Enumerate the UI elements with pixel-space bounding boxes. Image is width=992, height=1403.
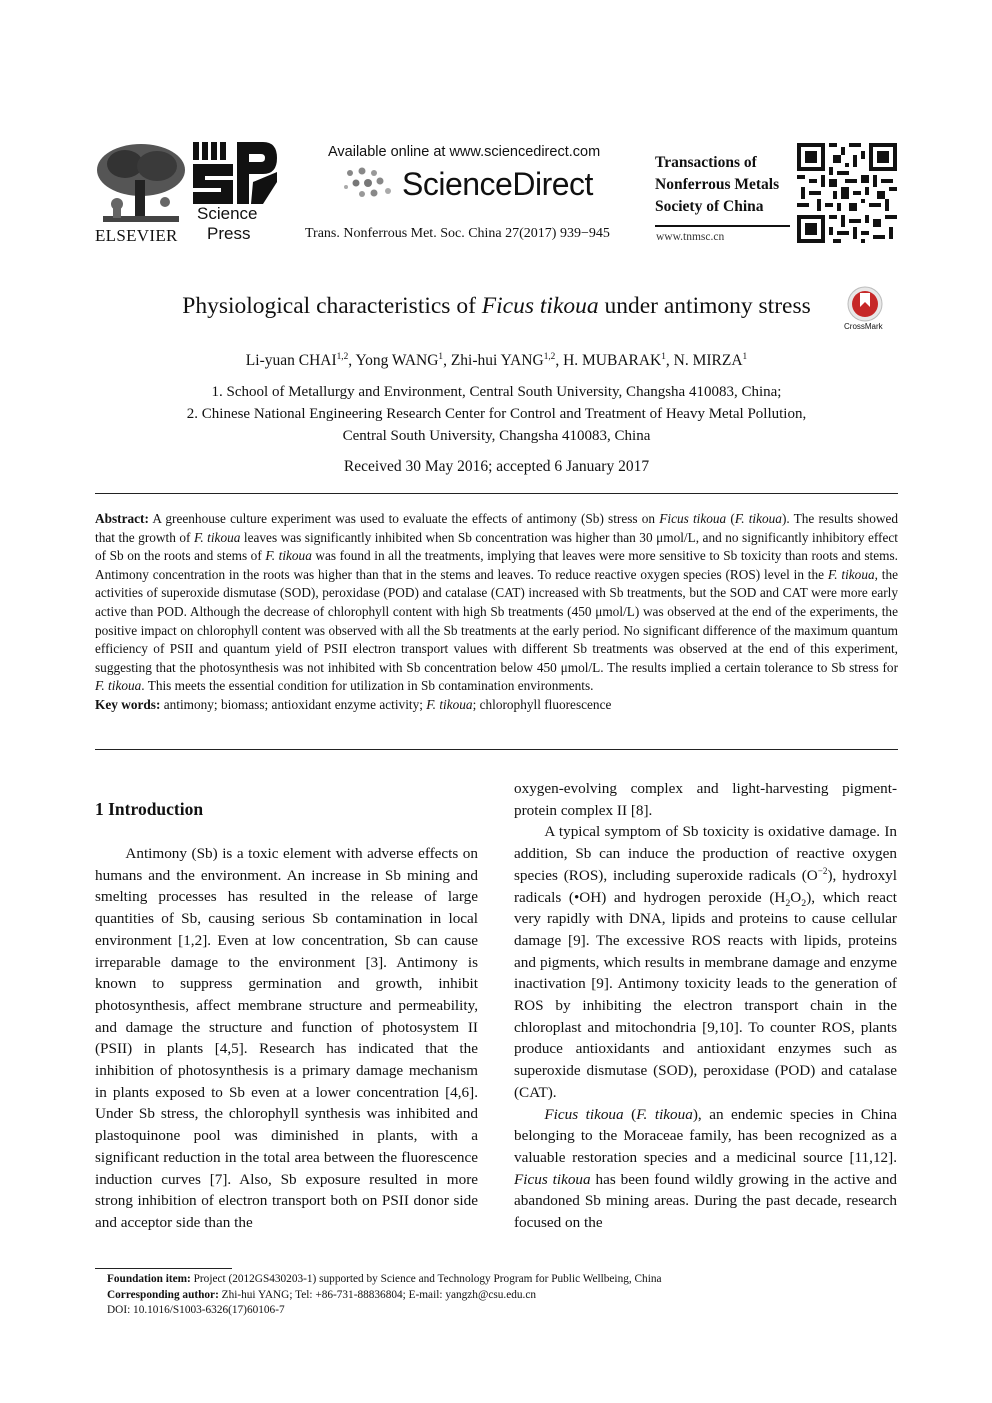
author-separator: , [555, 352, 564, 369]
tree-icon [95, 142, 187, 226]
journal-rule [655, 225, 790, 227]
corresponding-author [107, 1288, 536, 1303]
author-name: Zhi-hui YANG [450, 352, 544, 369]
available-online-text: Available online at www.sciencedirect.com [328, 144, 601, 160]
abstract-italic: Ficus tikoua [659, 511, 727, 526]
science-press-line1: Science [197, 204, 258, 223]
abstract-span: , the activities of superoxide dismutase (SOD), peroxidase (POD) and catalase (CAT) increased with Sb treatments, but the SOD and CAT were more early active than POD. Although the decrease of chlorophyll content with high Sb treatments (450 μmol/L) was observed at the end of the experiments, the positive impact on chlorophyll content was observed with all the Sb treatments at the early period. No significant difference of the maximum quantum efficiency of PSII and quantum yield of PSII electron transport values with different Sb treatments was observed at the end of this experiment, suggesting that the photosynthesis was not inhibited with Sb concentration below 450 μmol/L. The results implied a certain tolerance to Sb stress for [95, 566, 898, 675]
key-words-italic: F. tikoua [426, 696, 473, 712]
author-affiliation-mark: 1 [438, 351, 444, 362]
author-affiliation-mark: 1,2 [543, 351, 556, 362]
abstract [95, 510, 898, 715]
affiliation-1: 1. School of Metallurgy and Environment, Central South University, Changsha 410083, China; [211, 384, 782, 400]
text-span: ), which react very rapidly with DNA, lipids and proteins to cause cellular damage [9]. The excessive ROS reacts with lipids, proteins and pigments, which results in membrane damage and enzyme inactivation [9]. Antimony toxicity leads to the generation of ROS by inhibiting the electron transport chain in the chloroplast and mitochondria [9,10]. To counter ROS, plants produce antioxidants and antioxidant enzymes such as superoxide dismutase (SOD), peroxidase (POD) and catalase (CAT). [514, 888, 897, 1101]
abstract-italic: F. tikoua [827, 566, 875, 582]
intro-paragraph-right-2 [514, 821, 897, 1103]
journal-name-line2: Nonferrous Metals [655, 176, 780, 193]
abstract-italic: F. tikoua [734, 511, 782, 526]
left-column [95, 843, 478, 1234]
author-separator: , [348, 352, 356, 369]
elsevier-wordmark: ELSEVIER [95, 226, 178, 245]
abstract-span: ( [726, 511, 735, 526]
journal-name-line3: Society of China [655, 198, 764, 215]
article-title [95, 293, 898, 320]
section-heading-introduction: 1 Introduction [95, 799, 204, 819]
intro-paragraph-right-3 [514, 1104, 897, 1234]
abstract-bottom-rule [95, 749, 898, 750]
abstract-italic: F. tikoua [95, 678, 142, 694]
title-species: Ficus tikoua [481, 293, 599, 319]
title-post: under antimony stress [598, 293, 811, 319]
author-separator: , [443, 352, 451, 369]
intro-paragraph-right-1: oxygen-evolving complex and light-harvesting pigment-protein complex II [8]. [514, 780, 897, 819]
intro-paragraph-1: Antimony (Sb) is a toxic element with adverse effects on humans and the environment. An increase in Sb mining and smelting processes has resulted in the release of large quantities of Sb, causing serious Sb contamination in local environment [1,2]. Even at low concentration, Sb can cause irreparable damage to the environment [3]. Antimony is known to suppress germination and growth, inhibit photosynthesis, affect membrane structure and permeability, and damage the structure and function of photosystem II (PSII) in plants [4,5]. Research has indicated that the inhibition of photosynthesis is a primary damage mechanism in plants exposed to Sb even at a lower concentration [4,6]. Under Sb stress, the chlorophyll synthesis was inhibited and plastoquinone pool was diminished in plants, with a significant reduction in the total area between the fluorescence induction curves [7]. Also, Sb exposure resulted in more strong inhibition of electron transport both on PSII donor side and acceptor side than the [95, 845, 478, 1231]
abstract-label: Abstract: [95, 511, 149, 526]
text-span: O [790, 888, 802, 906]
science-press-icon [193, 142, 277, 204]
italic-span: F. tikoua [636, 1105, 693, 1123]
journal-name-block [655, 152, 795, 218]
foundation-text: Project (2012GS430203-1) supported by Science and Technology Program for Public Wellbeing, China [190, 1273, 662, 1285]
abstract-text [95, 510, 898, 696]
author-affiliation-mark: 1,2 [336, 351, 349, 362]
author-affiliation-mark: 1 [661, 351, 666, 362]
science-press-line2: Press [207, 224, 251, 243]
subscript: 2 [785, 897, 791, 909]
journal-name-line1: Transactions of [655, 154, 757, 171]
author-list [95, 352, 898, 370]
key-words-span: antimony; biomass; antioxidant enzyme activity; [160, 696, 427, 712]
elsevier-logo [95, 142, 187, 245]
crossmark-icon [843, 285, 887, 323]
text-span: ), hydroxyl radicals (•OH) and hydrogen peroxide (H [514, 866, 897, 906]
author-name: Li-yuan CHAI [245, 352, 337, 369]
text-span: ), an endemic species in China belonging to the Moraceae family, has been recognized as a valuable restoration species and a medicinal source [11,12]. [514, 1105, 898, 1166]
title-pre: Physiological characteristics of [182, 293, 482, 319]
crossmark-label: CrossMark [844, 322, 883, 331]
text-span: A typical symptom of Sb toxicity is oxidative damage. In addition, Sb can induce the production of reactive oxygen species (ROS), including superoxide radicals (O [514, 823, 897, 884]
abstract-italic: F. tikoua [265, 548, 312, 564]
abstract-top-rule [95, 493, 898, 494]
key-words [95, 696, 898, 715]
science-press-logo [193, 142, 277, 246]
abstract-span: was found in all the treatments, implying that leaves were more sensitive to Sb toxicity than roots and stems. Antimony concentration in the roots was higher than that in the stems and leaves. To reduce reactive oxygen species (ROS) level in the [95, 548, 898, 582]
journal-citation: Trans. Nonferrous Met. Soc. China 27(2017) 939−945 [305, 226, 610, 241]
foundation-item [107, 1272, 662, 1287]
author-separator: , [665, 352, 674, 369]
abstract-span: leaves was significantly inhibited when Sb concentration was higher than 30 μmol/L, and no significantly inhibitory effect of Sb on the roots and stems of [95, 529, 898, 564]
corresponding-text: Zhi-hui YANG; Tel: +86-731-88836804; E-mail: yangzh@csu.edu.cn [218, 1289, 537, 1301]
affiliation-2b: Central South University, Changsha 410083, China [342, 428, 651, 444]
footnote-rule [95, 1268, 232, 1269]
qr-code-icon [797, 143, 897, 243]
foundation-label: Foundation item: [107, 1273, 191, 1285]
text-span: has been found wildly growing in the active and abandoned Sb mining areas. During the past decade, research focused on the [514, 1170, 898, 1232]
author-affiliation-mark: 1 [742, 351, 748, 362]
doi[interactable]: DOI: 10.1016/S1003-6326(17)60106-7 [107, 1304, 285, 1316]
journal-url: www.tnmsc.cn [656, 231, 725, 243]
affiliation-2a: 2. Chinese National Engineering Research Center for Control and Treatment of Heavy Metal Pollution, [186, 406, 807, 422]
text-span: ( [623, 1105, 637, 1123]
key-words-span: ; chlorophyll fluorescence [472, 696, 612, 712]
abstract-span: ). The results showed that the growth of [95, 511, 898, 545]
abstract-span: A greenhouse culture experiment was used to evaluate the effects of antimony (Sb) stress on [148, 511, 660, 526]
subscript: 2 [801, 897, 807, 909]
received-dates: Received 30 May 2016; accepted 6 January 2017 [343, 458, 650, 475]
author-name: Yong WANG [355, 352, 439, 369]
corresponding-label: Corresponding author: [107, 1289, 219, 1301]
key-words-label: Key words: [95, 696, 161, 712]
author-name: H. MUBARAK [563, 352, 662, 369]
abstract-italic: F. tikoua [193, 529, 241, 545]
sciencedirect-wordmark: ScienceDirect [402, 166, 593, 202]
superscript: −2 [817, 865, 828, 876]
author-name: N. MIRZA [673, 352, 743, 369]
abstract-span: . This meets the essential condition for utilization in Sb contamination environments. [141, 678, 594, 694]
right-column [514, 778, 897, 1234]
sciencedirect-dots-icon [340, 163, 400, 203]
crossmark-badge[interactable] [843, 285, 887, 333]
italic-span: Ficus tikoua [544, 1105, 624, 1123]
italic-span: Ficus tikoua [514, 1170, 591, 1188]
